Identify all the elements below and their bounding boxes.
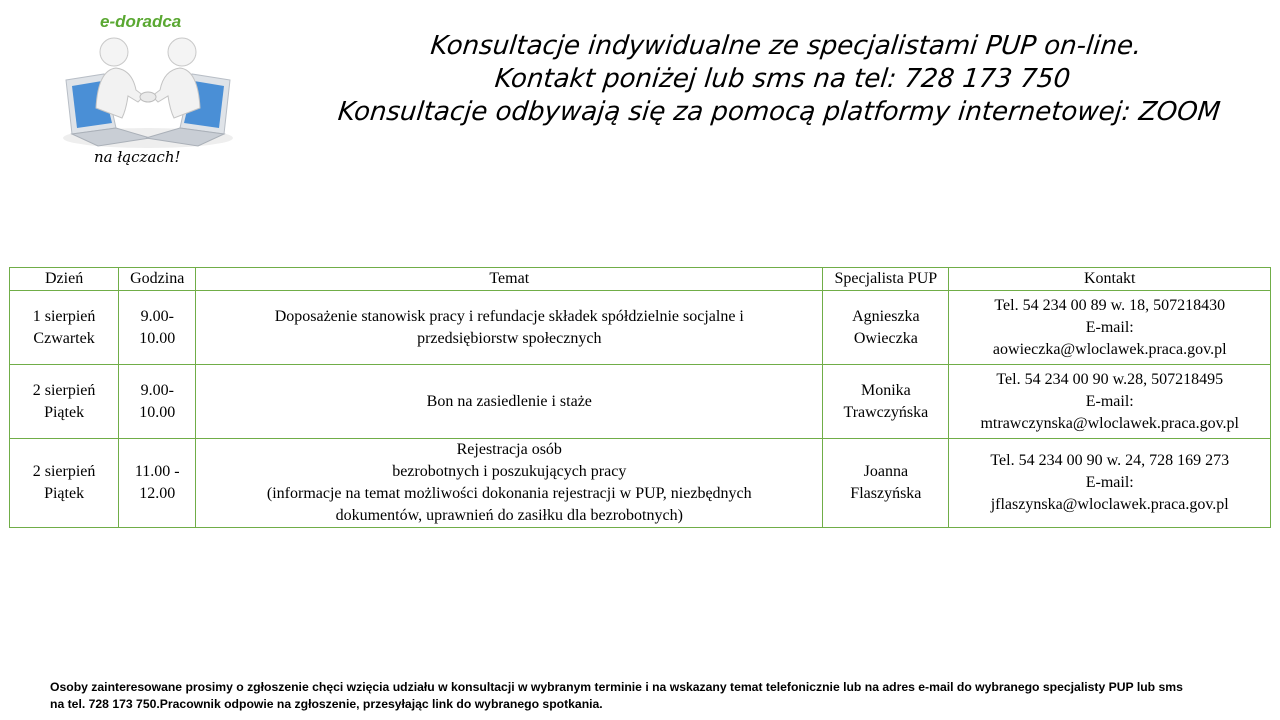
weekday-text: Piątek [44, 403, 85, 421]
table-row [10, 439, 1271, 528]
hour-start: 11.00 - [134, 463, 180, 480]
topic-line: (informacje na temat możliwości dokonania rejestracji w PUP, niezbędnych [266, 485, 752, 502]
page-header [285, 30, 1280, 129]
day-cell [10, 439, 119, 528]
hour-cell [119, 291, 196, 365]
topic-line: bezrobotnych i poszukujących pracy [392, 463, 627, 480]
consultation-schedule-table [9, 267, 1271, 528]
specialist-first-name: Joanna [863, 463, 909, 480]
contact-phone: Tel. 54 234 00 89 w. 18, 507218430 [994, 296, 1226, 314]
header-line: Konsultacje odbywają się za pomocą platformy internetowej: ZOOM [336, 97, 1222, 127]
column-header-specialist: Specjalista PUP [823, 268, 949, 291]
hour-end: 10.00 [139, 329, 176, 347]
contact-phone: Tel. 54 234 00 90 w.28, 507218495 [996, 370, 1224, 388]
handshake-laptops-illustration [58, 30, 238, 148]
footer-line: Osoby zainteresowane prosimy o zgłoszenie chęci wzięcia udziału w konsultacji w wybranym terminie i na wskazany temat telefonicznie lub na adres e-mail do wybranego specjalisty PUP lub sms [50, 680, 1183, 694]
contact-email: jflaszynska@wloclawek.praca.gov.pl [990, 496, 1229, 513]
contact-email: aowieczka@wloclawek.praca.gov.pl [992, 340, 1227, 358]
topic-line: przedsiębiorstw społecznych [417, 329, 602, 347]
e-doradca-logo [58, 8, 238, 173]
topic-cell [196, 291, 823, 365]
hour-end: 12.00 [139, 485, 176, 502]
column-header-contact: Kontakt [949, 268, 1271, 291]
contact-phone: Tel. 54 234 00 90 w. 24, 728 169 273 [990, 452, 1230, 469]
day-text: 2 sierpień [32, 381, 96, 399]
contact-email-label: E-mail: [1085, 318, 1134, 336]
hour-cell [119, 365, 196, 439]
specialist-cell [823, 439, 949, 528]
topic-line: dokumentów, uprawnień do zasiłku dla bezrobotnych) [335, 507, 683, 524]
specialist-first-name: Monika [860, 381, 911, 399]
footer-note [50, 679, 1270, 713]
weekday-text: Piątek [44, 485, 85, 502]
specialist-cell [823, 365, 949, 439]
hour-start: 9.00- [140, 381, 174, 399]
hour-start: 9.00- [140, 307, 174, 325]
day-cell [10, 365, 119, 439]
day-cell [10, 291, 119, 365]
column-header-topic: Temat [196, 268, 823, 291]
day-text: 1 sierpień [32, 307, 96, 325]
column-header-hour: Godzina [119, 268, 196, 291]
logo-title: e-doradca [100, 12, 182, 31]
contact-email-label: E-mail: [1085, 392, 1134, 410]
footer-line: na tel. 728 173 750.Pracownik odpowie na zgłoszenie, przesyłając link do wybranego spotkania. [50, 697, 603, 711]
topic-line: Rejestracja osób [456, 441, 562, 458]
header-line: Kontakt poniżej lub sms na tel: 728 173 750 [493, 64, 1072, 94]
contact-cell [949, 365, 1271, 439]
table-row [10, 365, 1271, 439]
specialist-last-name: Owieczka [853, 329, 918, 347]
contact-cell [949, 291, 1271, 365]
specialist-last-name: Trawczyńska [843, 403, 929, 421]
specialist-last-name: Flaszyńska [850, 485, 922, 502]
table-header-row [10, 268, 1271, 291]
contact-cell [949, 439, 1271, 528]
topic-cell [196, 439, 823, 528]
specialist-first-name: Agnieszka [852, 307, 920, 325]
contact-email: mtrawczynska@wloclawek.praca.gov.pl [980, 414, 1239, 432]
contact-email-label: E-mail: [1085, 474, 1134, 491]
topic-cell [196, 365, 823, 439]
column-header-day: Dzień [10, 268, 119, 291]
table-row [10, 291, 1271, 365]
topic-line: Doposażenie stanowisk pracy i refundacje składek spółdzielnie socjalne i [274, 307, 744, 325]
weekday-text: Czwartek [33, 329, 95, 347]
hour-end: 10.00 [139, 403, 176, 421]
hour-cell [119, 439, 196, 528]
header-line: Konsultacje indywidualne ze specjalistami PUP on-line. [429, 31, 1143, 61]
topic-line: Bon na zasiedlenie i staże [426, 392, 592, 410]
day-text: 2 sierpień [32, 463, 96, 480]
specialist-cell [823, 291, 949, 365]
logo-subtitle: na łączach! [94, 148, 181, 166]
